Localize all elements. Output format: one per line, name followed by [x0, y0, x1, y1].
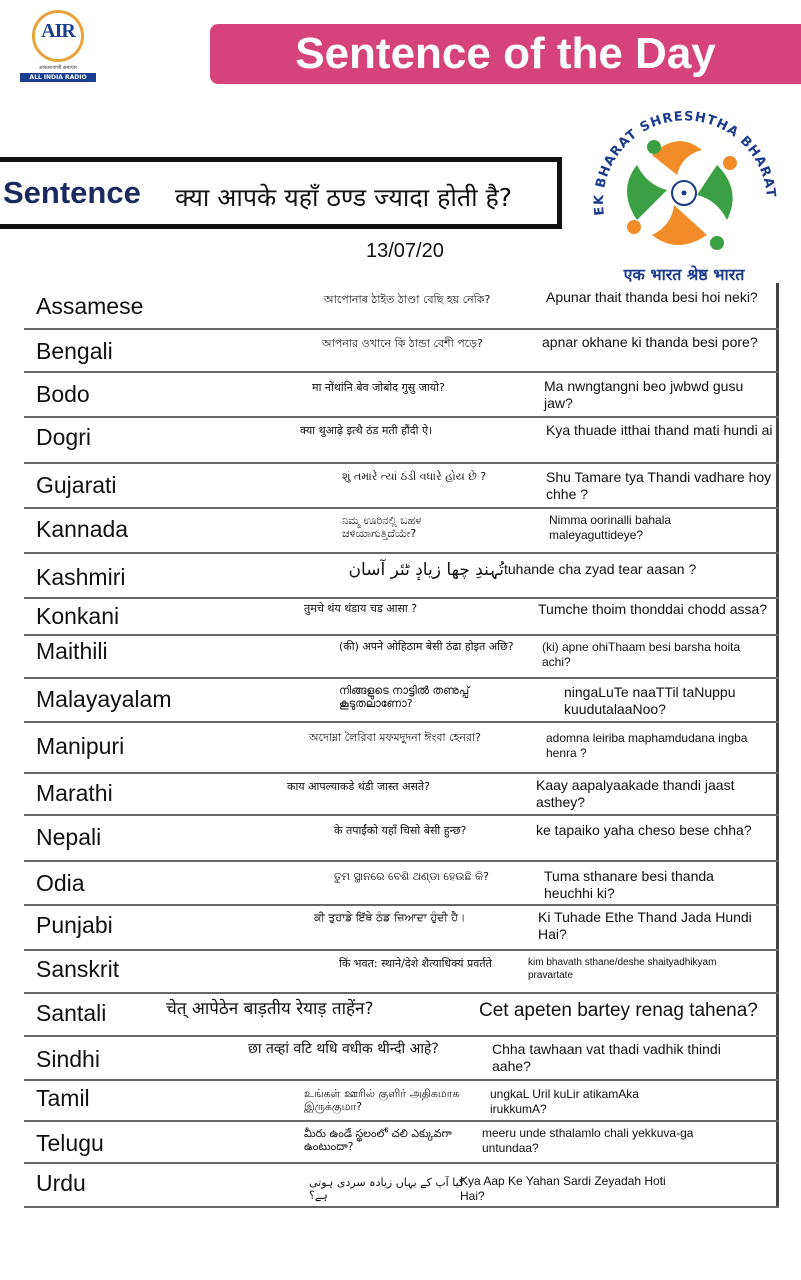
transliteration: tuhande cha zyad tear aasan ?: [504, 561, 697, 577]
transliteration: Nimma oorinalli bahala maleyaguttideye?: [549, 513, 672, 542]
language-name: Malayayalam: [36, 686, 172, 712]
air-logo-news: ALL INDIA RADIO NEWS: [20, 73, 96, 82]
language-name: Assamese: [36, 293, 144, 319]
page-title: Sentence of the Day: [295, 29, 716, 78]
table-row: [24, 554, 779, 599]
transliteration: meeru unde sthalamlo chali yekkuva-ga untundaa?: [482, 1126, 694, 1155]
language-name: Gujarati: [36, 472, 117, 498]
language-name: Odia: [36, 870, 85, 896]
language-name: Sindhi: [36, 1046, 100, 1072]
native-sentence: আপনার ওখানে কি ঠান্ডা বেশী পড়ে?: [322, 337, 483, 350]
table-row: [24, 509, 779, 554]
transliteration: ke tapaiko yaha cheso bese chha?: [536, 822, 752, 838]
transliteration: Kaay aapalyaakade thandi jaast asthey?: [536, 777, 735, 810]
language-name: Nepali: [36, 824, 102, 850]
language-name: Marathi: [36, 780, 113, 806]
table-row: [24, 774, 779, 816]
native-sentence: के तपाईंको यहाँ चिसो बेसी हुन्छ?: [334, 824, 467, 837]
transliteration: adomna leiriba maphamdudana ingba henra ?: [546, 731, 748, 760]
transliteration: Tumche thoim thonddai chodd assa?: [538, 601, 768, 617]
native-sentence: क्या थुआढ़े इत्थै ठंड मती हौंदी ऐ।: [300, 424, 433, 437]
language-name: Sanskrit: [36, 956, 120, 982]
transliteration: apnar okhane ki thanda besi pore?: [542, 334, 758, 350]
table-row: [24, 906, 779, 951]
native-sentence: অদোম্না লৈরিবা মফমদুদনা ঈংবা হেনরা?: [309, 731, 482, 744]
native-sentence: আপোনাৰ ঠাইত ঠাণ্ডা বেছি হয় নেকি?: [324, 293, 491, 306]
transliteration: Ma nwngtangni beo jwbwd gusu jaw?: [544, 378, 744, 411]
native-sentence: ਕੀ ਤੁਹਾਡੇ ਇੱਥੇ ਠੰਡ ਜ਼ਿਆਦਾ ਹੁੰਦੀ ਹੈ।: [314, 911, 466, 924]
language-name: Konkani: [36, 603, 120, 629]
ebsb-hindi-text: एक भारत श्रेष्ठ भारत: [623, 265, 745, 284]
transliteration: ungkaL Uril kuLir atikamAka irukkumA?: [490, 1087, 639, 1116]
sentence-text: क्या आपके यहाँ ठण्ड ज्यादा होती है?: [175, 183, 513, 212]
transliteration: Tuma sthanare besi thanda heuchhi ki?: [544, 868, 714, 901]
language-name: Kashmiri: [36, 564, 126, 590]
table-row: [24, 373, 779, 418]
native-sentence: നിങ്ങളുടെ നാട്ടിൽ തണുപ്പ് കൂടുതലാണോ?: [339, 684, 470, 710]
table-row: [24, 679, 779, 723]
table-row: [24, 951, 779, 994]
transliteration: Kya thuade itthai thand mati hundi ai: [546, 422, 773, 438]
native-sentence: ତୁମ ସ୍ଥାନରେ ବେଶି ଥଣ୍ଡା ହେଉଛି କି?: [334, 870, 489, 883]
ebsb-swirl-icon: [627, 140, 737, 250]
transliteration: Kya Aap Ke Yahan Sardi Zeyadah Hoti Hai?: [460, 1174, 666, 1203]
title-banner: [210, 24, 801, 84]
native-sentence: (की) अपने ओहिठाम बेसी ठंढा होइत अछि?: [339, 640, 514, 653]
air-logo-tagline: आकाशवाणी समाचार: [38, 65, 78, 71]
transliteration: kim bhavath sthane/deshe shaityadhikyam pravartate: [528, 957, 717, 981]
language-table: [24, 283, 779, 1208]
native-sentence: तुमचे थंय थंडाय चड आसा ?: [304, 602, 418, 615]
transliteration: Shu Tamare tya Thandi vadhare hoy chhe ?: [546, 469, 772, 502]
table-row: [24, 599, 779, 636]
table-row: [24, 1164, 779, 1208]
native-sentence: کیا آپ کے یہاں زیادہ سردی ہوتی ہے؟: [309, 1176, 465, 1202]
table-row: [24, 418, 779, 464]
transliteration: (ki) apne ohiThaam besi barsha hoita achi?: [542, 640, 741, 669]
native-sentence: मा नोंथांनि बेव जोबोद गुसु जायो?: [312, 381, 445, 394]
native-sentence: छा तव्हां वटि थधि वधीक थीन्दी आहे?: [248, 1041, 439, 1057]
table-row: [24, 330, 779, 373]
language-name: Santali: [36, 1000, 107, 1026]
sentence-date: 13/07/20: [366, 240, 444, 262]
table-row: [24, 1037, 779, 1081]
language-name: Kannada: [36, 516, 129, 542]
native-sentence: உங்கள் ஊரில் குளிர் அதிகமாக இருக்குமா?: [304, 1087, 460, 1113]
table-row: [24, 816, 779, 862]
transliteration: Apunar thait thanda besi hoi neki?: [546, 289, 758, 305]
transliteration: Ki Tuhade Ethe Thand Jada Hundi Hai?: [538, 909, 752, 942]
native-sentence: चेत् आपेठेन बाड़तीय रेयाड़ ताहेंन?: [166, 999, 374, 1019]
air-logo: [18, 10, 98, 90]
air-logo-text: AIR: [41, 20, 75, 42]
language-name: Bengali: [36, 338, 113, 364]
table-row: [24, 1081, 779, 1122]
native-sentence: काय आपल्याकडे थंडी जास्त असते?: [287, 780, 431, 793]
language-name: Urdu: [36, 1170, 86, 1196]
language-name: Maithili: [36, 638, 108, 664]
language-name: Bodo: [36, 381, 90, 407]
language-name: Manipuri: [36, 733, 125, 759]
native-sentence: تُہندِ چھا زیادٕ ٹئر آسان: [348, 560, 504, 580]
table-row: [24, 994, 779, 1037]
transliteration: Cet apeten bartey renag tahena?: [479, 1000, 758, 1021]
table-row: [24, 1122, 779, 1164]
table-row: [24, 283, 779, 330]
native-sentence: किं भवत: स्थाने/देशे शैत्याधिक्यं प्रवर्तते: [339, 957, 492, 970]
language-name: Punjabi: [36, 912, 113, 938]
ebsb-ring-text: EK BHARAT SHRESHTHA BHARAT: [591, 109, 779, 217]
table-row: [24, 862, 779, 906]
native-sentence: మీరు ఉండే స్థలంలో చలి ఎక్కువగా ఉంటుందా?: [304, 1127, 452, 1153]
transliteration: ningaLuTe naaTTil taNuppu kuudutalaaNoo?: [564, 684, 736, 717]
transliteration: Chha tawhaan vat thadi vadhik thindi aahe?: [492, 1041, 721, 1074]
sentence-label: Sentence: [3, 175, 141, 210]
language-name: Dogri: [36, 424, 91, 450]
native-sentence: ನಿಮ್ಮ ಊರಿನಲ್ಲಿ ಬಹಳ ಚಳಿಯಾಗುತ್ತಿದೆಯೇ?: [342, 514, 422, 540]
ebsb-logo: [582, 95, 787, 290]
native-sentence: શું તમારે ત્યાં ઠંડી વધારે હોય છે ?: [342, 470, 487, 483]
table-row: [24, 464, 779, 509]
language-name: Telugu: [36, 1130, 104, 1156]
language-name: Tamil: [36, 1085, 90, 1111]
table-row: [24, 723, 779, 774]
table-row: [24, 636, 779, 679]
